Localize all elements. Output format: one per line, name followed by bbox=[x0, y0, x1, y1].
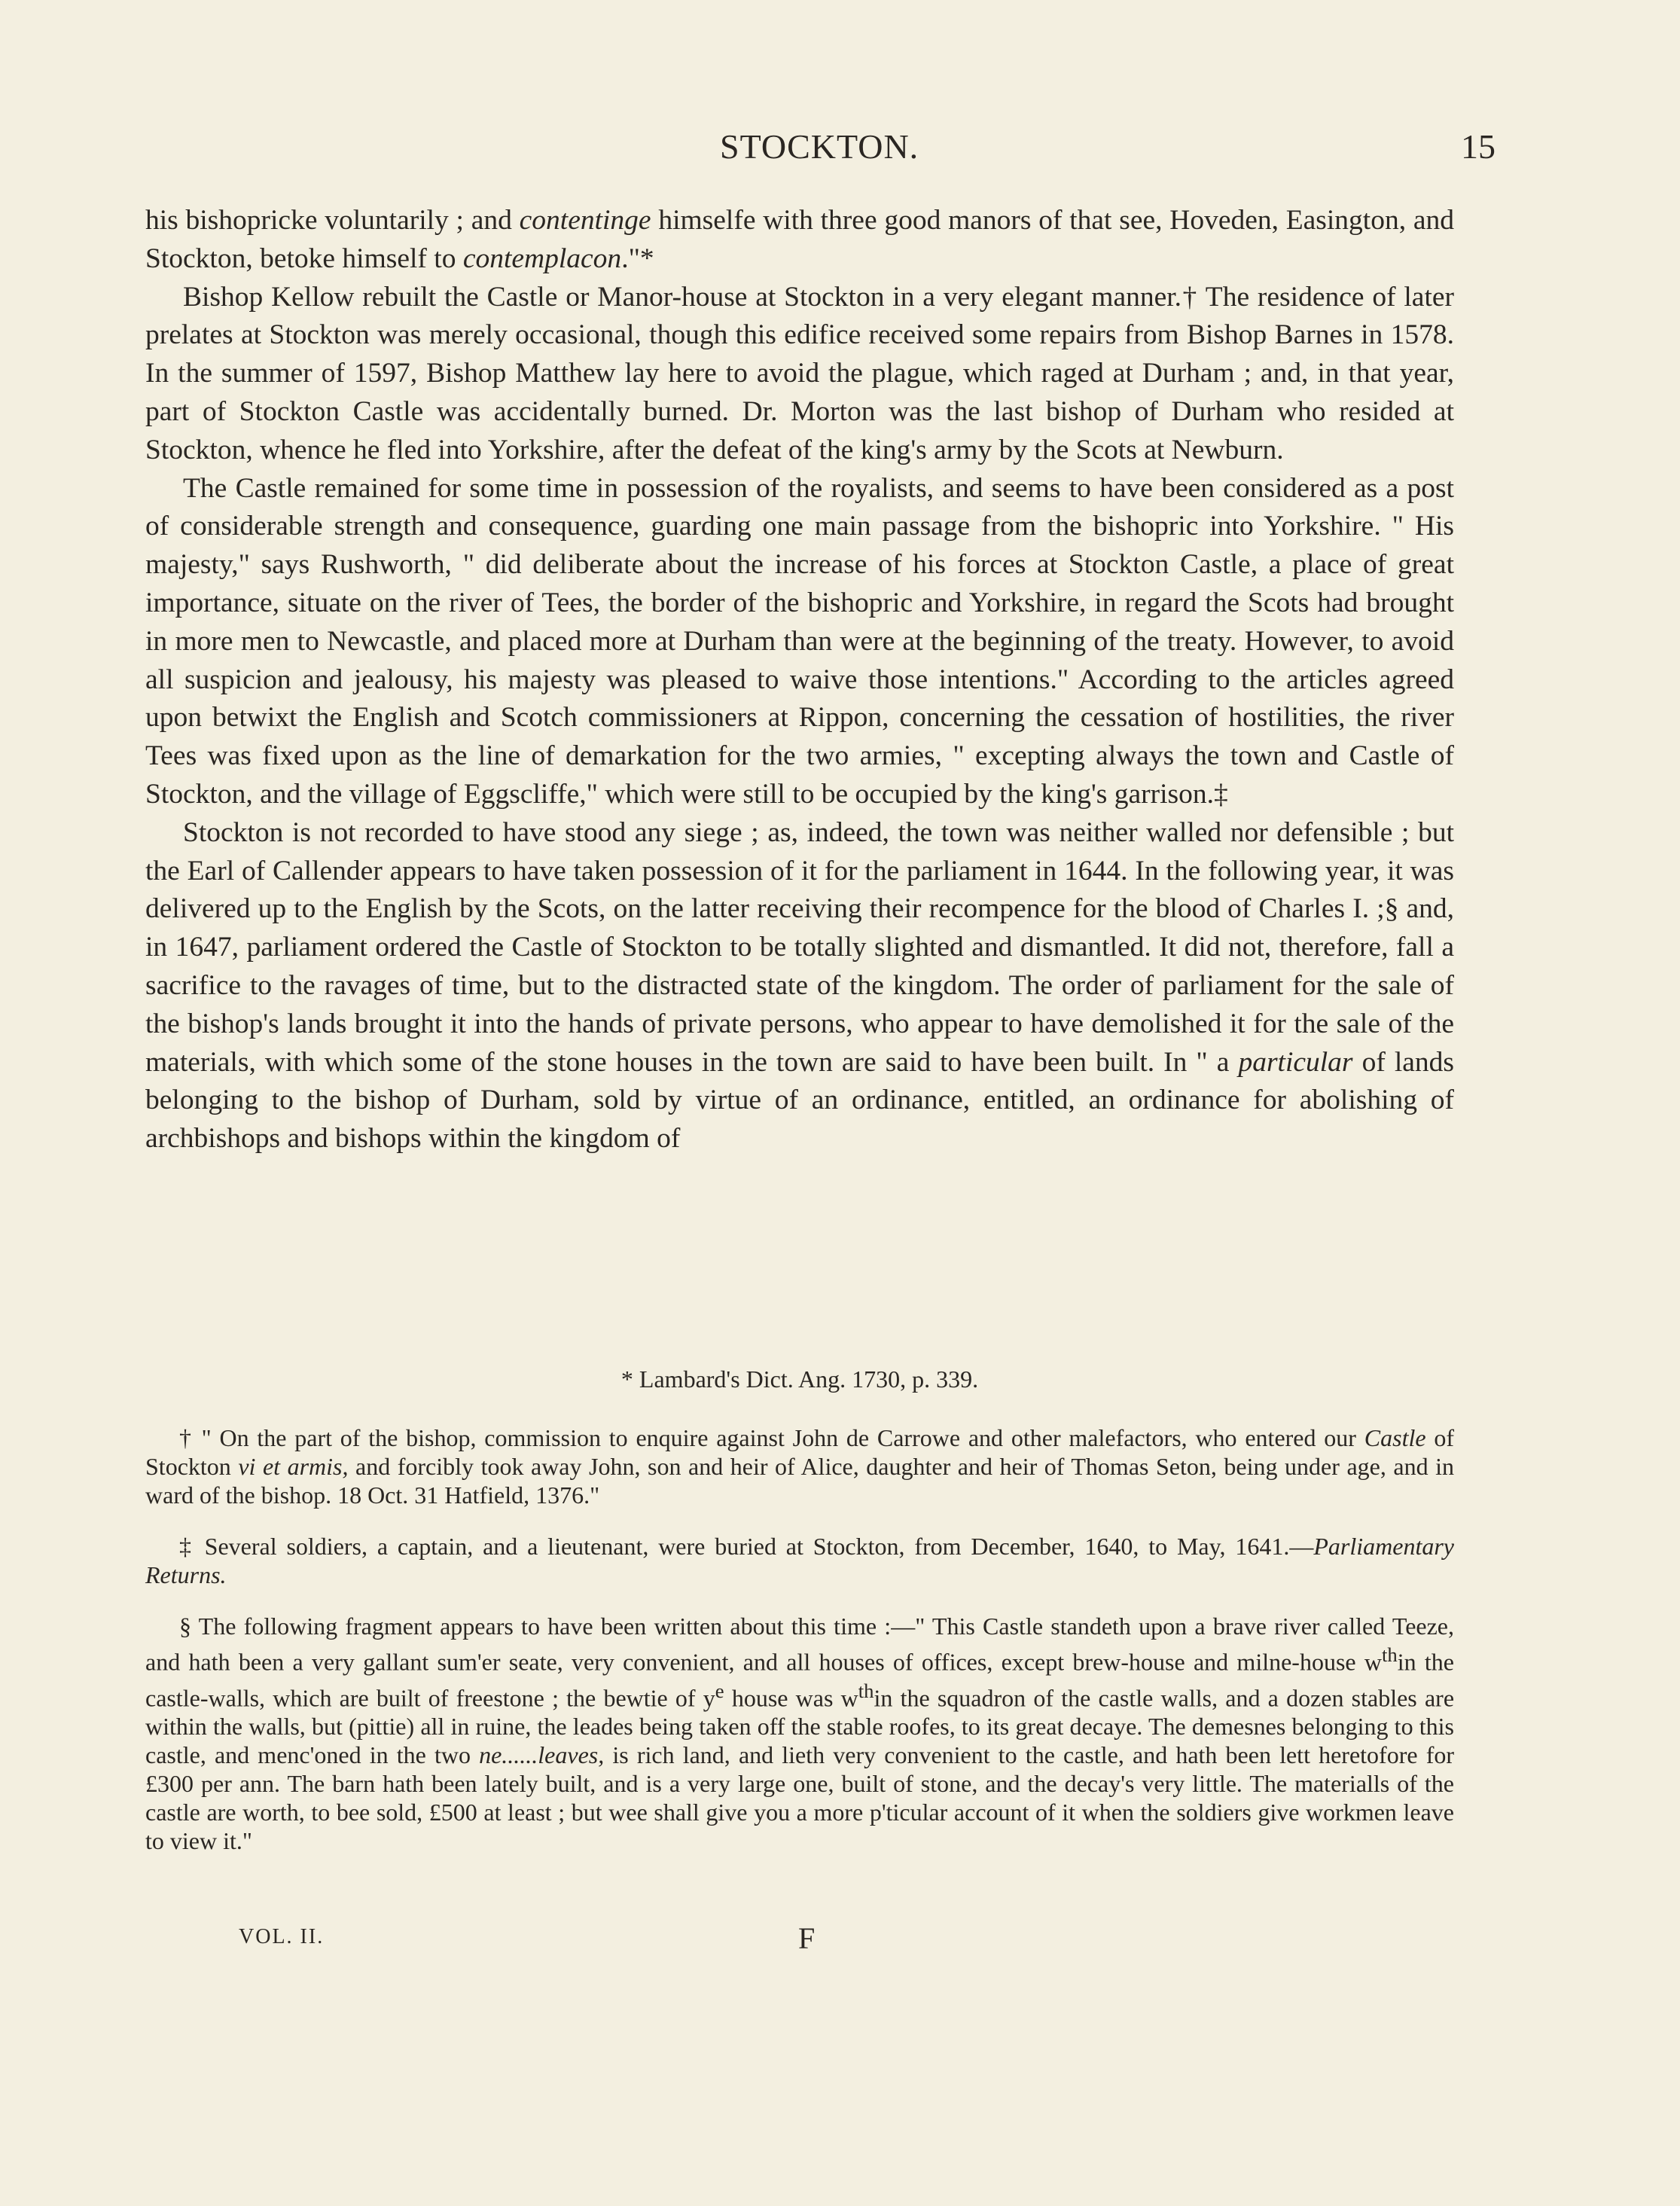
italic-run: contentinge bbox=[519, 205, 651, 236]
footnotes bbox=[145, 1365, 1454, 1860]
text-run: ."* bbox=[621, 243, 654, 274]
italic-run: vi et armis, bbox=[238, 1453, 349, 1480]
text-run: house was w bbox=[724, 1684, 858, 1712]
paragraph-4 bbox=[145, 814, 1454, 1158]
text-run: and forcibly took away John, son and heir of Alice, daughter and heir of Thomas Seton, being under age, and in ward of the bishop. 18 Oct. 31 Hatfield, 1376." bbox=[145, 1453, 1454, 1509]
footnote-dagger bbox=[145, 1423, 1454, 1509]
page-number: 15 bbox=[1461, 127, 1496, 166]
text-run: in the castle-walls, which are built of freestone ; the bewtie of y bbox=[145, 1648, 1455, 1712]
text-run: his bishopricke voluntarily ; and bbox=[145, 205, 520, 236]
italic-run: contemplacon bbox=[462, 243, 622, 274]
text-run: § The following fragment appears to have been written about this time :—" This Castle standeth upon a brave river called Teeze, and hath been a very gallant sum'er seate, very convenient, and all houses of offices, except brew-house and milne-house w bbox=[145, 1613, 1454, 1676]
footnote-star: * Lambard's Dict. Ang. 1730, p. 339. bbox=[620, 1365, 979, 1393]
text-run: of Stockton bbox=[145, 1424, 1455, 1480]
text-run: himselfe with three good manors of that see, Hoveden, Easington, and Stockton, betoke himself to bbox=[145, 205, 1454, 274]
main-text bbox=[145, 202, 1454, 1158]
text-run: † " On the part of the bishop, commission to enquire against John de Carrowe and other malefactors, who entered our bbox=[179, 1424, 1364, 1451]
volume-label: VOL. II. bbox=[239, 1925, 325, 1948]
italic-run: Castle bbox=[1364, 1424, 1426, 1451]
running-header bbox=[0, 127, 1680, 172]
paragraph-3: The Castle remained for some time in possession of the royalists, and seems to have been considered as a post of considerable strength and consequence, guarding one main passage from the bishopric into Yorkshire. " His majesty," says Rushworth, " did deliberate about the increase of his forces at Stockton Castle, a place of great importance, situate on the river of Tees, the border of the bishopric and Yorkshire, in regard the Scots had brought in more men to Newcastle, and placed more at Durham than were at the beginning of the treaty. However, to avoid all suspicion and jealousy, his majesty was pleased to waive those intentions." According to the articles agreed upon betwixt the English and Scotch commissioners at Rippon, concerning the cessation of hostilities, the river Tees was fixed upon as the line of demarkation for the two armies, " excepting always the town and Castle of Stockton, and the village of Eggscliffe," which were still to be occupied by the king's garrison.‡ bbox=[145, 472, 1454, 810]
text-run: Stockton is not recorded to have stood any siege ; as, indeed, the town was neither walled nor defensible ; but the Earl of Callender appears to have taken possession of it for the parliament in 1644. In the following year, it was delivered up to the English by the Scots, on the latter receiving their recompence for the blood of Charles I. ;§ and, in 1647, parliament ordered the Castle of Stockton to be totally slighted and dismantled. It did not, therefore, fall a sacrifice to the ravages of time, but to the distracted state of the kingdom. The order of parliament for the sale of the bishop's lands brought it into the hands of private persons, who appear to have demolished it for the sale of the materials, with which some of the stone houses in the town are said to have been built. In " a bbox=[145, 816, 1454, 1078]
superscript: e bbox=[715, 1679, 724, 1702]
text-run: ‡ Several soldiers, a captain, and a lieutenant, were buried at Stockton, from December, 1640, to May, 1641.— bbox=[179, 1533, 1314, 1560]
signature-line bbox=[145, 1921, 1454, 1958]
italic-run: particular bbox=[1238, 1046, 1353, 1078]
footnote-double-dagger bbox=[145, 1532, 1454, 1589]
text-run: in the squadron of the castle walls, and a dozen stables are within the walls, but (pittie) all in ruine, the leades being taken off the stable roofes, to its great decaye. The demesnes belonging to this castle, and menc'oned in the two bbox=[145, 1684, 1455, 1769]
italic-run: Parliamentary Returns. bbox=[145, 1533, 1454, 1588]
paragraph-2: Bishop Kellow rebuilt the Castle or Manor-house at Stockton in a very elegant manner.† The residence of later prelates at Stockton was merely occasional, though this edifice received some repairs from Bishop Barnes in 1578. In the summer of 1597, Bishop Matthew lay here to avoid the plague, which raged at Durham ; and, in that year, part of Stockton Castle was accidentally burned. Dr. Morton was the last bishop of Durham who resided at Stockton, whence he fled into Yorkshire, after the defeat of the king's army by the Scots at Newburn. bbox=[145, 281, 1454, 465]
superscript: th bbox=[858, 1679, 874, 1702]
text-run: of lands belonging to the bishop of Durham, sold by virtue of an ordinance, entitled, an ordinance for abolishing of archbishops and bishops within the kingdom of bbox=[145, 1046, 1454, 1155]
signature-mark: F bbox=[798, 1921, 816, 1955]
italic-run: ne......leaves, bbox=[479, 1741, 605, 1769]
footnote-section bbox=[145, 1612, 1454, 1855]
paragraph-1 bbox=[145, 202, 1454, 279]
page-title: STOCKTON. bbox=[720, 127, 919, 166]
text-run: is rich land, and lieth very convenient to the castle, and hath been lett heretofore for £300 per ann. The barn hath been lately built, and is a very large one, built of stone, and the decay's very little. The materialls of the castle are worth, to bee sold, £500 at least ; but wee shall give you a more p'ticular account of it when the soldiers give workmen leave to view it." bbox=[145, 1741, 1455, 1855]
superscript: th bbox=[1382, 1643, 1398, 1666]
